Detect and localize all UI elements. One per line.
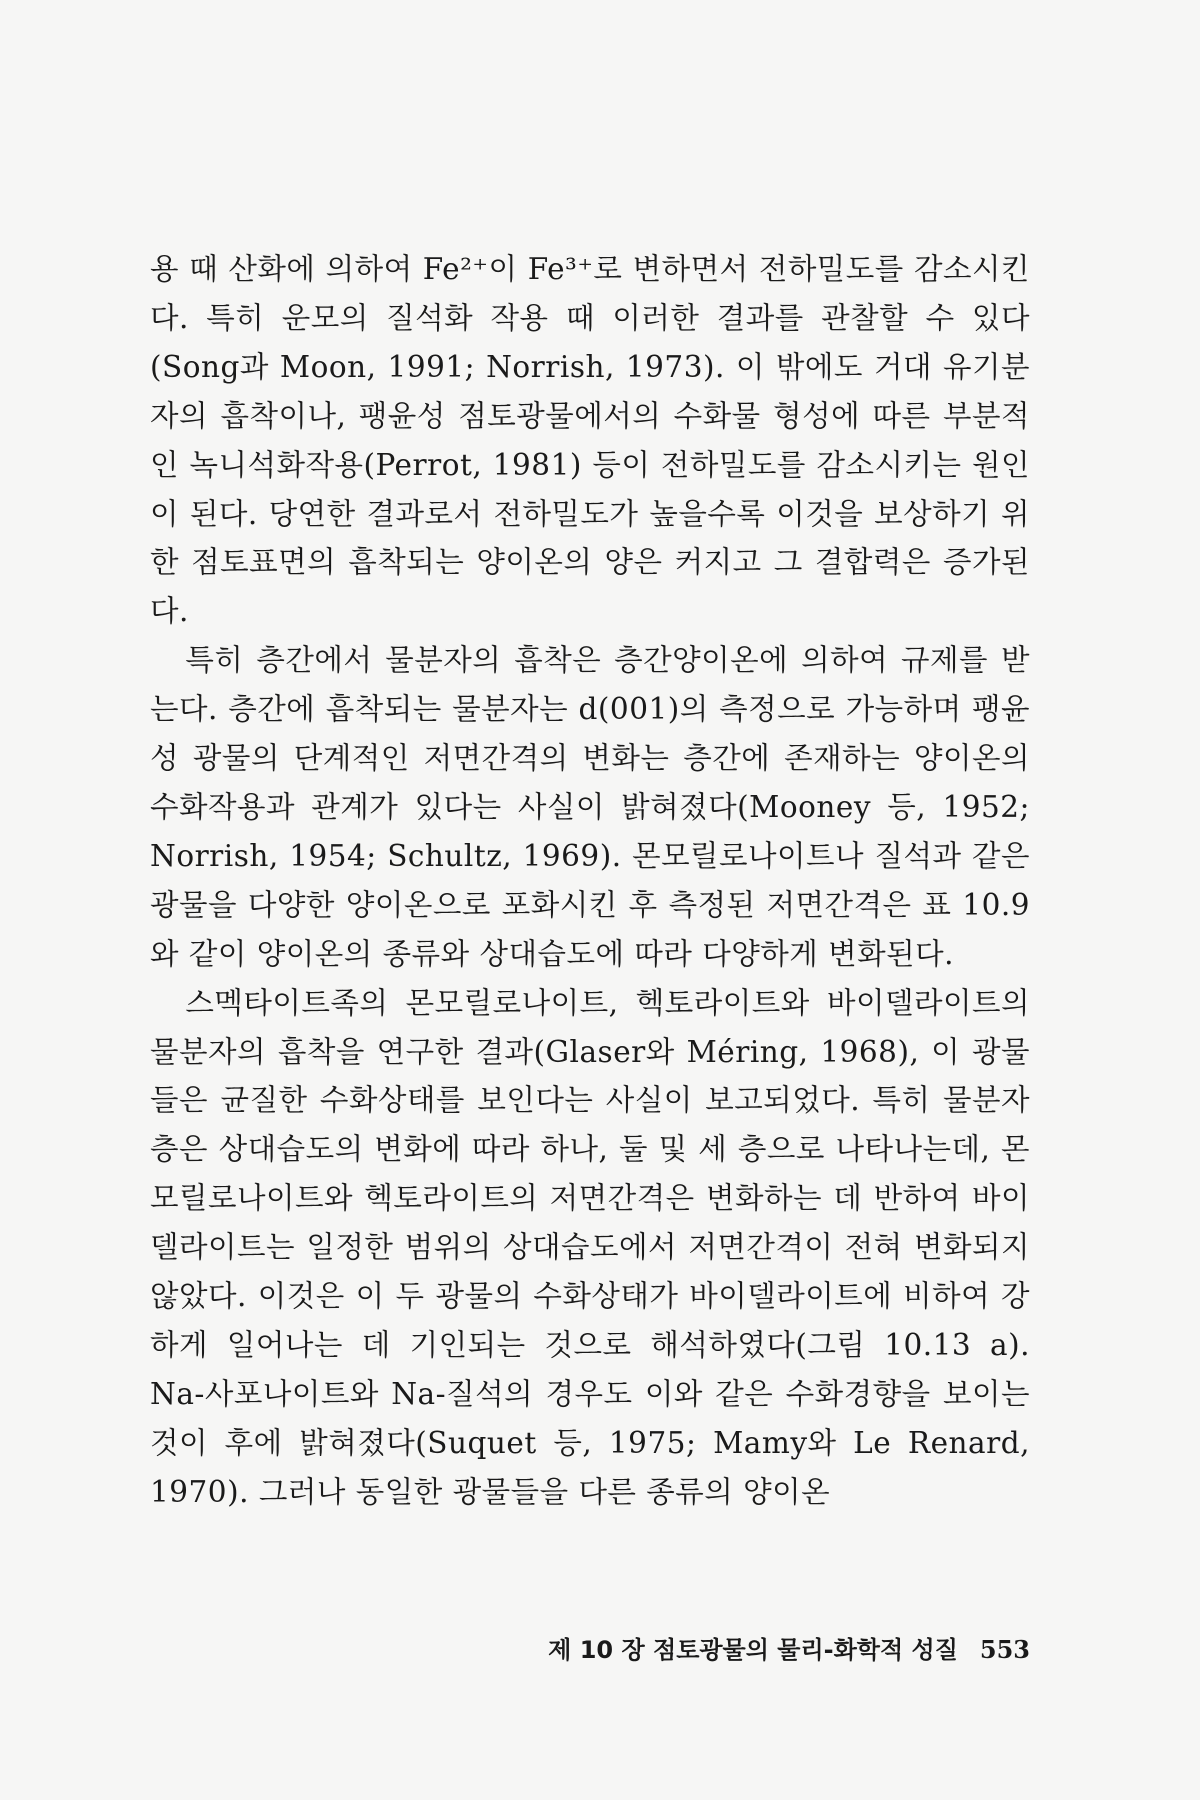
running-footer-chapter: 제 10 장 점토광물의 물리-화학적 성질 <box>548 1636 958 1664</box>
paragraph-2 <box>150 636 1030 978</box>
paragraph-3 <box>150 979 1030 1517</box>
body-text <box>150 245 1030 1517</box>
paragraph-1 <box>150 245 1030 636</box>
paragraph-1-text: 용 때 산화에 의하여 Fe²⁺이 Fe³⁺로 변하면서 전하밀도를 감소시킨다. 특히 운모의 질석화 작용 때 이러한 결과를 관찰할 수 있다(Song과 Moon, 1991; Norrish, 1973). 이 밖에도 거대 유기분자의 흡착이나, 팽윤성 점토광물에서의 수화물 형성에 따른 부분적인 녹니석화작용(Perrot, 1981) 등이 전하밀도를 감소시키는 원인이 된다. 당연한 결과로서 전하밀도가 높을수록 이것을 보상하기 위한 점토표면의 흡착되는 양이온의 양은 커지고 그 결합력은 증가된다. <box>150 252 1030 629</box>
paragraph-3-text: 스멕타이트족의 몬모릴로나이트, 헥토라이트와 바이델라이트의 물분자의 흡착을 연구한 결과(Glaser와 Méring, 1968), 이 광물들은 균질한 수화상태를 보인다는 사실이 보고되었다. 특히 물분자층은 상대습도의 변화에 따라 하나, 둘 및 세 층으로 나타나는데, 몬모릴로나이트와 헥토라이트의 저면간격은 변화하는 데 반하여 바이델라이트는 일정한 범위의 상대습도에서 저면간격이 전혀 변화되지 않았다. 이것은 이 두 광물의 수화상태가 바이델라이트에 비하여 강하게 일어나는 데 기인되는 것으로 해석하였다(그림 10.13 a). Na-사포나이트와 Na-질석의 경우도 이와 같은 수화경향을 보이는 것이 후에 밝혀졌다(Suquet 등, 1975; Mamy와 Le Renard, 1970). 그러나 동일한 광물들을 다른 종류의 양이온 <box>150 985 1030 1509</box>
page-footer <box>150 1630 1030 1665</box>
paragraph-2-text: 특히 층간에서 물분자의 흡착은 층간양이온에 의하여 규제를 받는다. 층간에 흡착되는 물분자는 d(001)의 측정으로 가능하며 팽윤성 광물의 단계적인 저면간격의 변화는 층간에 존재하는 양이온의 수화작용과 관계가 있다는 사실이 밝혀졌다(Mooney 등, 1952; Norrish, 1954; Schultz, 1969). 몬모릴로나이트나 질석과 같은 광물을 다양한 양이온으로 포화시킨 후 측정된 저면간격은 표 10.9와 같이 양이온의 종류와 상대습도에 따라 다양하게 변화된다. <box>150 643 1030 971</box>
page-number: 553 <box>979 1635 1030 1664</box>
